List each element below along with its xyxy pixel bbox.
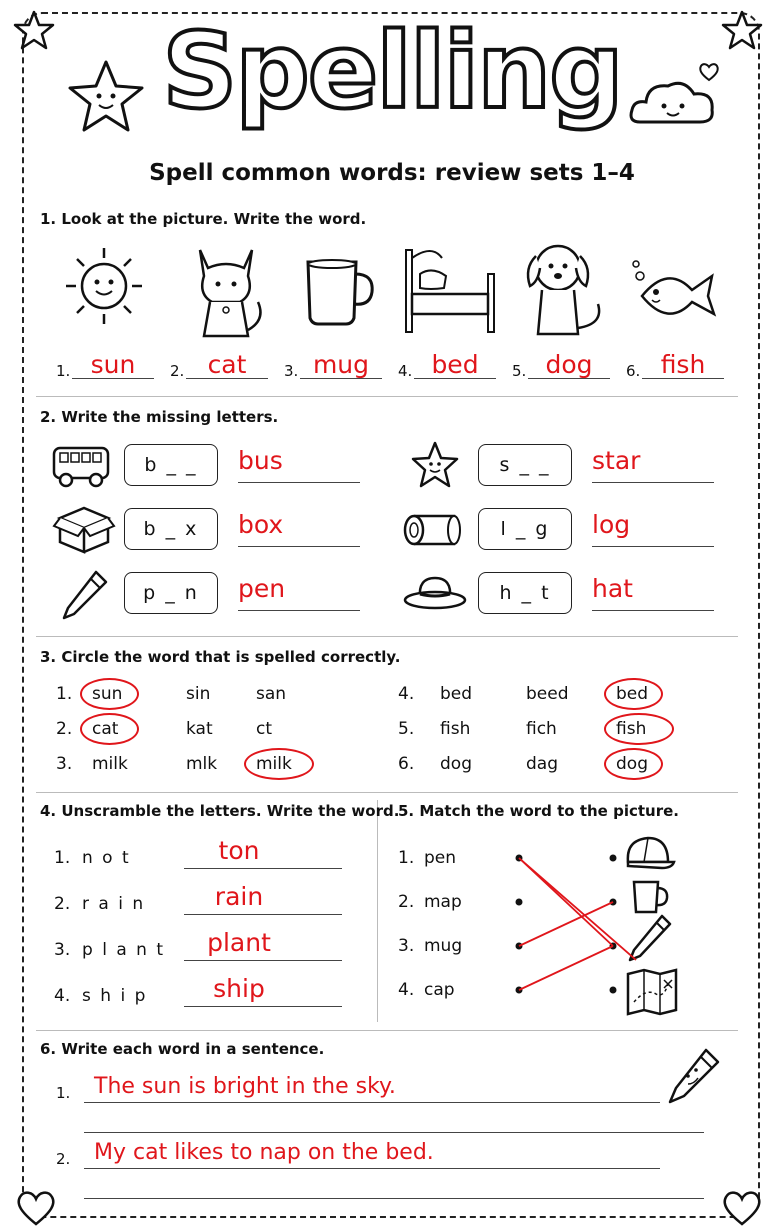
- item-number: 2.: [54, 894, 71, 914]
- word-option[interactable]: bed: [440, 684, 473, 704]
- letter-box: b _ _: [124, 444, 218, 486]
- answer-text: sun: [90, 350, 136, 379]
- letter-box: b _ x: [124, 508, 218, 550]
- section-6-heading: 6. Write each word in a sentence.: [40, 1040, 325, 1058]
- answer-text: plant: [207, 928, 271, 957]
- item-number: 5.: [512, 362, 527, 380]
- item-number: 2.: [398, 892, 415, 912]
- scrambled-letters: s h i p: [82, 986, 148, 1006]
- answer-text: rain: [214, 882, 264, 911]
- page-title: Spelling: [162, 10, 622, 132]
- item-number: 3.: [284, 362, 299, 380]
- heart-icon: [722, 1190, 762, 1226]
- section-5-heading: 5. Match the word to the picture.: [398, 802, 679, 820]
- dog-icon: [518, 238, 608, 338]
- answer-text: log: [592, 510, 631, 539]
- answer-line[interactable]: [592, 610, 714, 611]
- letter-box: p _ n: [124, 572, 218, 614]
- match-word[interactable]: map: [424, 892, 462, 912]
- word-option[interactable]: dog: [616, 754, 648, 774]
- star-icon: [410, 440, 460, 490]
- answer-text: dog: [545, 350, 593, 379]
- word-option[interactable]: cat: [92, 719, 119, 739]
- answer-line[interactable]: [238, 482, 360, 483]
- answer-text: hat: [592, 574, 633, 603]
- divider: [377, 800, 378, 1022]
- answer-text: bus: [238, 446, 283, 475]
- item-number: 1.: [56, 684, 73, 704]
- item-number: 3.: [54, 940, 71, 960]
- word-option[interactable]: sin: [186, 684, 211, 704]
- divider: [36, 396, 738, 397]
- section-2-heading: 2. Write the missing letters.: [40, 408, 279, 426]
- item-number: 4.: [398, 684, 415, 704]
- answer-line[interactable]: [84, 1102, 660, 1103]
- answer-line[interactable]: [186, 378, 268, 379]
- answer-circle: [604, 713, 674, 745]
- answer-line[interactable]: [300, 378, 382, 379]
- divider: [36, 792, 738, 793]
- answer-circle: [80, 713, 139, 745]
- mug-icon: [300, 256, 380, 326]
- word-option[interactable]: san: [256, 684, 287, 704]
- item-number: 1.: [398, 848, 415, 868]
- pen-icon: [628, 912, 674, 964]
- item-number: 2.: [56, 719, 73, 739]
- answer-line[interactable]: [642, 378, 724, 379]
- word-option[interactable]: fish: [440, 719, 471, 739]
- answer-line[interactable]: [184, 914, 342, 915]
- answer-circle: [604, 678, 663, 710]
- item-number: 1.: [56, 362, 71, 380]
- answer-circle: [244, 748, 314, 780]
- word-option[interactable]: ct: [256, 719, 273, 739]
- match-word[interactable]: cap: [424, 980, 455, 1000]
- scrambled-letters: p l a n t: [82, 940, 165, 960]
- cat-icon: [186, 240, 266, 340]
- answer-line[interactable]: [84, 1198, 704, 1199]
- word-option[interactable]: dog: [440, 754, 472, 774]
- divider: [36, 636, 738, 637]
- log-icon: [402, 510, 464, 550]
- scrambled-letters: r a i n: [82, 894, 146, 914]
- letter-box: l _ g: [478, 508, 572, 550]
- map-icon: [626, 968, 680, 1016]
- item-number: 5.: [398, 719, 415, 739]
- answer-line[interactable]: [592, 546, 714, 547]
- match-word[interactable]: pen: [424, 848, 457, 868]
- letter-box: s _ _: [478, 444, 572, 486]
- word-option[interactable]: milk: [256, 754, 292, 774]
- word-option[interactable]: dag: [526, 754, 558, 774]
- section-4-heading: 4. Unscramble the letters. Write the word.: [40, 802, 400, 820]
- word-option[interactable]: beed: [526, 684, 569, 704]
- answer-line[interactable]: [184, 960, 342, 961]
- item-number: 4.: [398, 980, 415, 1000]
- answer-text: mug: [312, 350, 370, 379]
- answer-text: box: [238, 510, 284, 539]
- word-option[interactable]: bed: [616, 684, 649, 704]
- word-option[interactable]: fich: [526, 719, 557, 739]
- item-number: 4.: [398, 362, 413, 380]
- answer-text: fish: [660, 350, 706, 379]
- item-number: 2.: [56, 1150, 71, 1168]
- bed-icon: [402, 244, 498, 334]
- answer-line[interactable]: [84, 1168, 660, 1169]
- item-number: 2.: [170, 362, 185, 380]
- pen-icon: [60, 568, 110, 622]
- answer-line[interactable]: [528, 378, 610, 379]
- answer-line[interactable]: [238, 610, 360, 611]
- section-1-heading: 1. Look at the picture. Write the word.: [40, 210, 367, 228]
- scrambled-letters: n o t: [82, 848, 131, 868]
- item-number: 1.: [54, 848, 71, 868]
- answer-line[interactable]: [84, 1132, 704, 1133]
- page-border: [22, 12, 760, 1218]
- answer-text: pen: [238, 574, 286, 603]
- letter-box: h _ t: [478, 572, 572, 614]
- sun-icon: [64, 246, 144, 326]
- item-number: 4.: [54, 986, 71, 1006]
- bus-icon: [50, 444, 112, 490]
- section-3-heading: 3. Circle the word that is spelled correctly.: [40, 648, 401, 666]
- item-number: 3.: [56, 754, 73, 774]
- answer-line[interactable]: [184, 868, 342, 869]
- word-option[interactable]: mlk: [186, 754, 218, 774]
- answer-text: ton: [218, 836, 260, 865]
- answer-line[interactable]: [184, 1006, 342, 1007]
- item-number: 1.: [56, 1084, 71, 1102]
- fish-icon: [628, 256, 718, 326]
- word-option[interactable]: kat: [186, 719, 213, 739]
- item-number: 6.: [398, 754, 415, 774]
- heart-icon: [16, 1190, 56, 1226]
- answer-text: cat: [207, 350, 247, 379]
- answer-line[interactable]: [592, 482, 714, 483]
- sentence-text: The sun is bright in the sky.: [94, 1074, 396, 1099]
- answer-text: bed: [431, 350, 479, 379]
- answer-line[interactable]: [414, 378, 496, 379]
- word-option[interactable]: fish: [616, 719, 647, 739]
- pencil-icon: [666, 1046, 722, 1106]
- divider: [36, 1030, 738, 1031]
- cap-icon: [622, 832, 676, 872]
- item-number: 6.: [626, 362, 641, 380]
- answer-circle: [80, 678, 139, 710]
- answer-line[interactable]: [72, 378, 154, 379]
- word-option[interactable]: milk: [92, 754, 128, 774]
- item-number: 3.: [398, 936, 415, 956]
- hat-icon: [402, 574, 468, 614]
- answer-text: ship: [213, 974, 265, 1003]
- answer-line[interactable]: [238, 546, 360, 547]
- answer-text: star: [592, 446, 641, 475]
- match-word[interactable]: mug: [424, 936, 463, 956]
- sentence-text: My cat likes to nap on the bed.: [94, 1140, 434, 1165]
- page-subtitle: Spell common words: review sets 1–4: [149, 160, 635, 186]
- box-icon: [54, 504, 116, 556]
- word-option[interactable]: sun: [92, 684, 123, 704]
- answer-circle: [604, 748, 663, 780]
